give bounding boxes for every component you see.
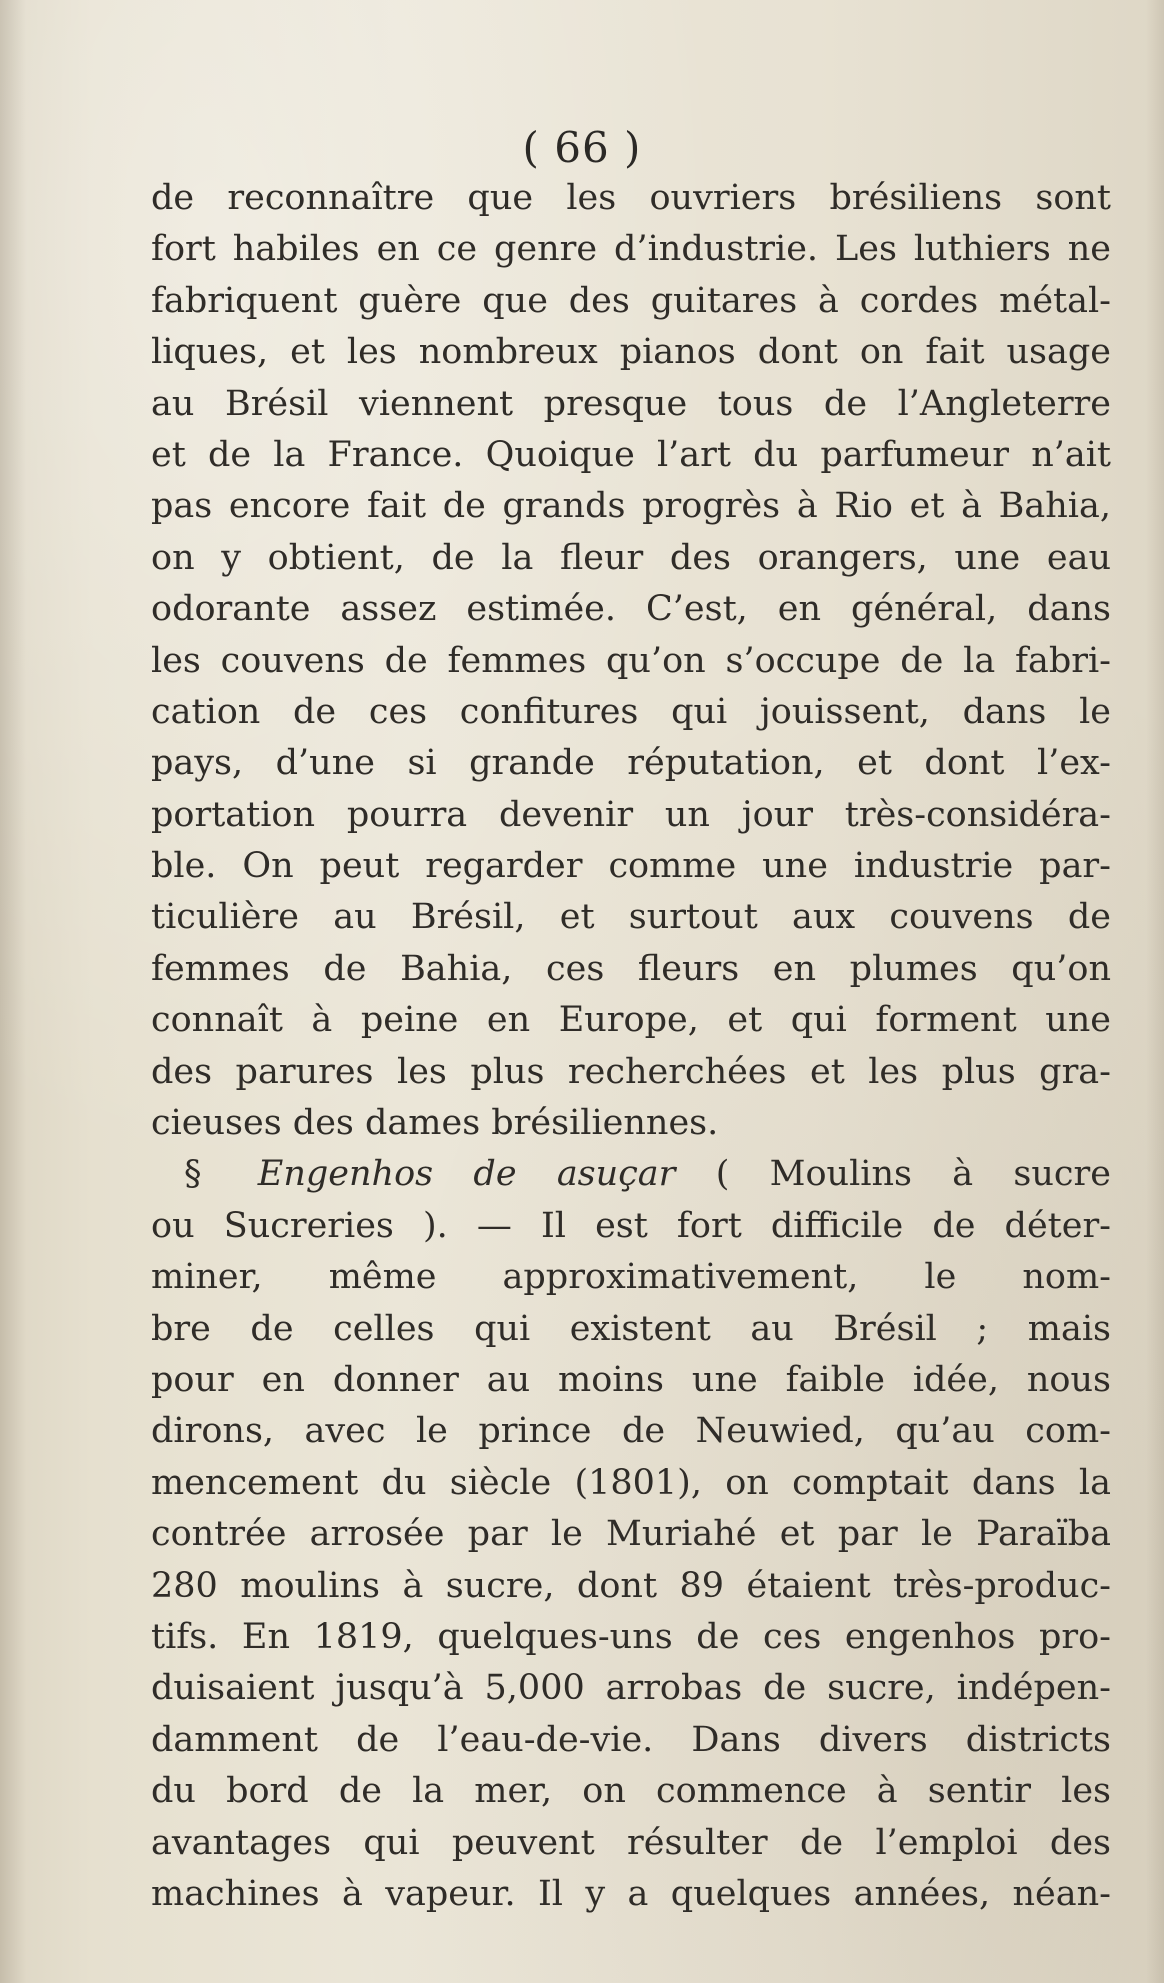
text-line: cation de ces confitures qui jouissent, dans le bbox=[151, 691, 1111, 732]
paragraph-end-line: cieuses des dames brésiliennes. bbox=[151, 1103, 719, 1144]
page-shadow-right bbox=[1146, 0, 1164, 1983]
text-line: on y obtient, de la fleur des orangers, une eau bbox=[151, 537, 1111, 578]
text-line: damment de l’eau-de-vie. Dans divers districts bbox=[151, 1719, 1111, 1760]
text-line: pas encore fait de grands progrès à Rio et à Bahia, bbox=[151, 486, 1111, 527]
text-line: pour en donner au moins une faible idée, nous bbox=[151, 1359, 1111, 1400]
text-line: odorante assez estimée. C’est, en général, dans bbox=[151, 589, 1111, 630]
text-line: liques, et les nombreux pianos dont on fait usage bbox=[151, 332, 1111, 373]
section-title-rest: ( Moulins à sucre bbox=[715, 1154, 1111, 1195]
text-line: au Brésil viennent presque tous de l’Angleterre bbox=[151, 383, 1111, 424]
text-line: les couvens de femmes qu’on s’occupe de la fabri- bbox=[151, 640, 1111, 681]
text-line: connaît à peine en Europe, et qui forment une bbox=[151, 1000, 1111, 1041]
text-line: fort habiles en ce genre d’industrie. Les luthiers ne bbox=[151, 229, 1111, 270]
text-line: pays, d’une si grande réputation, et dont l’ex- bbox=[151, 743, 1111, 784]
text-line: ou Sucreries ). — Il est fort difficile de déter- bbox=[151, 1205, 1111, 1246]
text-line: femmes de Bahia, ces fleurs en plumes qu’on bbox=[151, 948, 1111, 989]
text-line: tifs. En 1819, quelques-uns de ces engenhos pro- bbox=[151, 1616, 1111, 1657]
text-line: ble. On peut regarder comme une industrie par- bbox=[151, 846, 1111, 887]
text-line: portation pourra devenir un jour très-considéra- bbox=[151, 794, 1111, 835]
text-line: contrée arrosée par le Muriahé et par le Paraïba bbox=[151, 1514, 1111, 1555]
text-line: miner, même approximativement, le nom- bbox=[151, 1257, 1111, 1298]
page-number: ( 66 ) bbox=[522, 123, 642, 172]
text-line: fabriquent guère que des guitares à cordes métal- bbox=[151, 280, 1111, 321]
text-line: bre de celles qui existent au Brésil ; mais bbox=[151, 1308, 1111, 1349]
page-shadow-left bbox=[0, 0, 26, 1983]
text-line: du bord de la mer, on commence à sentir les bbox=[151, 1771, 1111, 1812]
text-line: ticulière au Brésil, et surtout aux couvens de bbox=[151, 897, 1111, 938]
section-mark: § bbox=[184, 1154, 202, 1195]
text-line: avantages qui peuvent résulter de l’emploi des bbox=[151, 1822, 1111, 1863]
text-line: mencement du siècle (1801), on comptait dans la bbox=[151, 1462, 1111, 1503]
page-text bbox=[151, 173, 1111, 1920]
text-line: machines à vapeur. Il y a quelques années, néan- bbox=[151, 1873, 1111, 1914]
text-line: dirons, avec le prince de Neuwied, qu’au com- bbox=[151, 1411, 1111, 1452]
text-line: et de la France. Quoique l’art du parfumeur n’ait bbox=[151, 434, 1111, 475]
section-title: Engenhos de asuçar bbox=[257, 1154, 676, 1195]
text-line: duisaient jusqu’à 5,000 arrobas de sucre, indépen- bbox=[151, 1668, 1111, 1709]
text-line: de reconnaître que les ouvriers brésiliens sont bbox=[151, 178, 1111, 218]
text-line: 280 moulins à sucre, dont 89 étaient très-produc- bbox=[151, 1565, 1111, 1606]
section-heading-line bbox=[151, 1149, 1111, 1200]
text-line: des parures les plus recherchées et les plus gra- bbox=[151, 1051, 1111, 1092]
